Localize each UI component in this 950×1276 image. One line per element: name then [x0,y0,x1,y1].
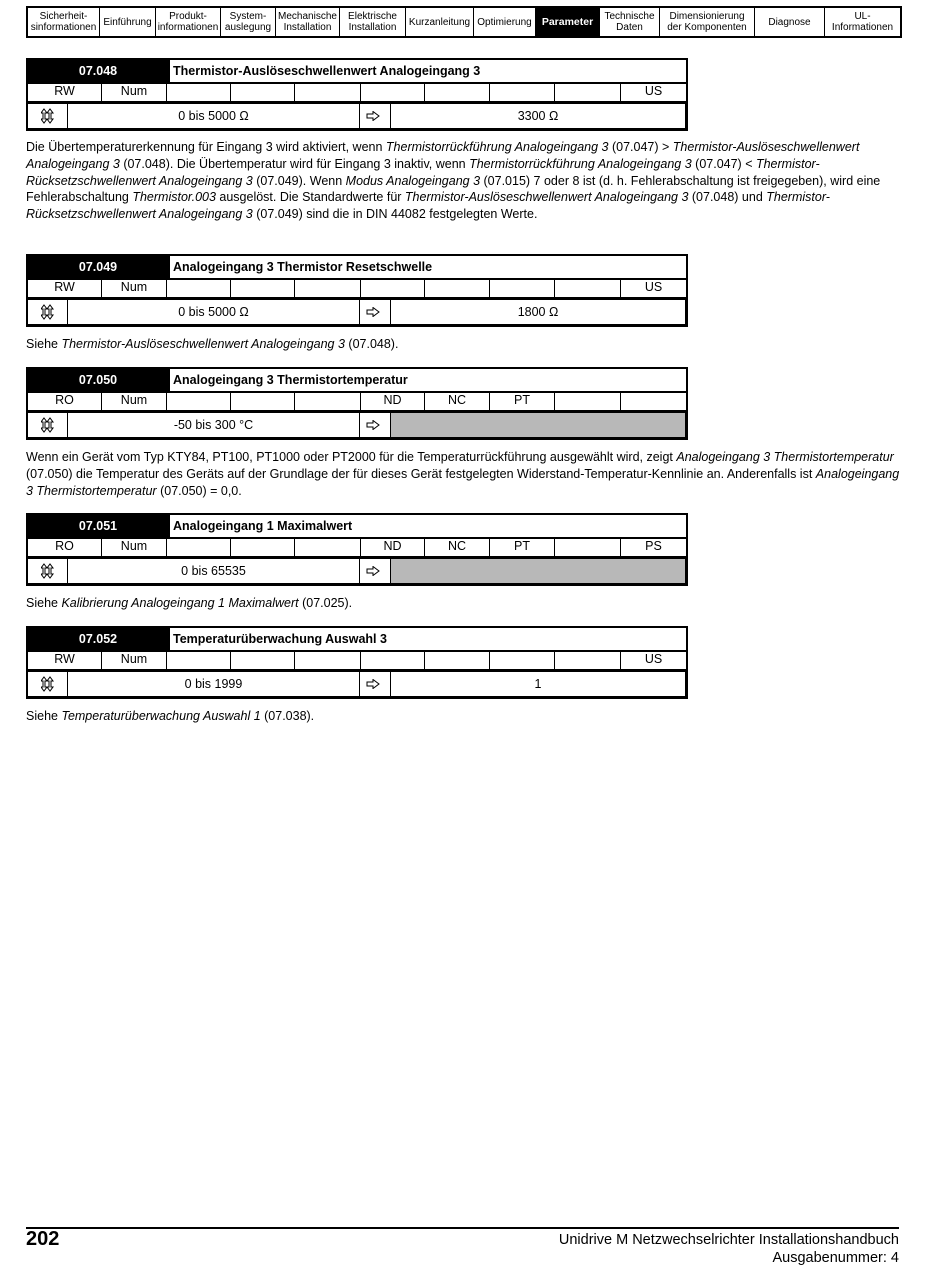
param-flag [555,539,621,556]
param-flag: NC [425,393,490,410]
text-run: (07.050) die Temperatur des Geräts auf der Grundlage der für dieses Gerät festgelegten Widerstand-Temperatur-Kennlinie an. Anderenfalls ist [26,466,816,481]
param-flag [361,652,425,669]
param-table [26,367,688,440]
param-default [391,559,685,583]
text-run: Thermistor.003 [132,190,216,205]
param-flag [231,84,295,101]
param-flag [425,84,490,101]
param-range-row [26,101,688,131]
tab-parameter[interactable]: Parameter [536,8,600,36]
param-title: Analogeingang 1 Maximalwert [168,515,686,537]
param-number: 07.048 [28,60,168,82]
text-run: Thermistor-Auslöseschwellenwert Analogeingang 3 [61,337,345,351]
tab-ul-informationen[interactable]: UL- Informationen [831,11,894,33]
text-run: Kalibrierung Analogeingang 1 Maximalwert [61,596,299,610]
range-icon [28,104,68,128]
param-flag: US [644,652,663,666]
text-run: Siehe [26,709,62,723]
tab-kurzanleitung[interactable]: Kurzanleitung [406,8,474,36]
param-number: 07.052 [28,628,168,650]
chapter-nav [26,6,902,38]
param-table [26,626,688,699]
param-range: 0 bis 5000 Ω [68,104,360,128]
param-header [26,367,688,391]
param-range: -50 bis 300 °C [68,413,360,437]
param-header [26,58,688,82]
param-flag: ND [361,539,425,556]
text-run: (07.049). Wenn [252,173,346,188]
text-run: Die Übertemperaturerkennung für Eingang 3 wird aktiviert, wenn [26,140,386,154]
text-run: (07.048) und [688,190,767,205]
text-run: (07.047) > [608,140,673,154]
param-flag: US [644,84,663,98]
param-flag [167,84,231,101]
param-flag: PS [645,539,662,553]
default-arrow-icon [360,413,391,437]
param-flag [167,652,231,669]
param-flag: RW [28,652,102,669]
tab-sicherheitsinformationen[interactable]: Sicherheit- sinformationen [28,8,100,36]
text-run: Thermistor-Auslöseschwellenwert Analogeingang 3 [26,140,860,171]
param-default: 1 [534,677,542,691]
param-flag [490,652,555,669]
param-flag: Num [102,393,167,410]
param-default: 1800 Ω [517,305,559,319]
text-run: Temperaturüberwachung Auswahl 1 [61,709,261,723]
param-header [26,626,688,650]
param-flag [555,393,621,410]
param-flag [167,393,231,410]
range-icon [28,672,68,696]
param-flag [425,652,490,669]
tab-produktinformationen[interactable]: Produkt- informationen [156,8,221,36]
text-run: (07.048). Die Übertemperatur wird für Eingang 3 inaktiv, wenn [119,156,470,171]
description-paragraph [26,708,906,725]
param-flag [167,539,231,556]
param-flag [295,393,361,410]
param-flag [231,652,295,669]
text-run: Thermistor-Rücksetzschwellenwert Analogeingang 3 [26,156,820,188]
description-paragraph [26,595,906,612]
param-number: 07.049 [28,256,168,278]
text-run: Modus Analogeingang 3 [345,173,481,188]
param-title: Analogeingang 3 Thermistor Resetschwelle [168,256,686,278]
param-table [26,254,688,327]
tab-systemauslegung[interactable]: System- auslegung [221,8,276,36]
param-flag: Num [102,84,167,101]
param-range-row [26,297,688,327]
param-flag: US [644,280,663,294]
param-flag: Num [102,280,167,297]
param-header [26,254,688,278]
tab-elektrische-installation[interactable]: Elektrische Installation [340,8,406,36]
text-run: (07.048). [344,337,399,351]
param-table [26,513,688,586]
param-flag [555,280,621,297]
param-flag [167,280,231,297]
tab-mechanische-installation[interactable]: Mechanische Installation [276,8,340,36]
param-flag: RW [28,84,102,101]
text-run: (07.038). [260,709,315,723]
tab-technische-daten[interactable]: Technische Daten [600,8,660,36]
footer-issue: Ausgabenummer: 4 [772,1250,899,1266]
text-run: (07.050) = 0,0. [156,483,242,498]
tab-optimierung[interactable]: Optimierung [474,8,536,36]
text-run: Siehe [26,337,62,351]
default-arrow-icon [360,300,391,324]
param-flag: Num [102,652,167,669]
text-run: Analogeingang 3 Thermistortemperatur [676,450,894,464]
param-range: 0 bis 1999 [68,672,360,696]
param-flag: NC [425,539,490,556]
param-flag [425,280,490,297]
param-flag [295,652,361,669]
tab-dimensionierung[interactable]: Dimensionierung der Komponenten [660,8,755,36]
param-default: 3300 Ω [517,109,559,123]
param-flags-row [26,82,688,101]
text-run: Thermistor-Auslöseschwellenwert Analogeingang 3 [404,190,689,205]
text-run: Siehe [26,596,62,610]
footer-divider [26,1227,899,1229]
param-number: 07.051 [28,515,168,537]
param-range-row [26,556,688,586]
default-arrow-icon [360,672,391,696]
text-run: Thermistorrückführung Analogeingang 3 [385,140,609,154]
param-flag [361,280,425,297]
param-flags-row [26,650,688,669]
default-arrow-icon [360,559,391,583]
param-flag [490,280,555,297]
param-flag: ND [361,393,425,410]
param-flag: PT [490,539,555,556]
param-range: 0 bis 5000 Ω [68,300,360,324]
description-paragraph [26,139,906,223]
range-icon [28,413,68,437]
param-flag: PT [490,393,555,410]
text-run: Wenn ein Gerät vom Typ KTY84, PT100, PT1000 oder PT2000 für die Temperaturrückführung ausgewählt wird, zeigt [26,450,677,464]
text-run: ausgelöst. Die Standardwerte für [215,190,405,205]
param-flag [295,539,361,556]
text-run: Analogeingang 3 Thermistortemperatur [26,466,900,498]
param-range: 0 bis 65535 [68,559,360,583]
range-icon [28,559,68,583]
range-icon [28,300,68,324]
text-run: Thermistor-Rücksetzschwellenwert Analogeingang 3 [26,190,830,222]
param-flag [555,84,621,101]
param-flag [490,84,555,101]
param-title: Thermistor-Auslöseschwellenwert Analogeingang 3 [168,60,686,82]
text-run: (07.025). [298,596,353,610]
default-arrow-icon [360,104,391,128]
param-range-row [26,669,688,699]
param-flags-row [26,278,688,297]
param-flag [231,539,295,556]
footer-title: Unidrive M Netzwechselrichter Installationshandbuch [558,1232,899,1248]
text-run: (07.047) < [691,156,756,171]
param-flag [621,393,686,410]
param-flag: RW [28,280,102,297]
description-paragraph [26,449,906,499]
tab-einfuehrung[interactable]: Einführung [100,8,156,36]
param-flags-row [26,391,688,410]
param-flag [231,280,295,297]
param-flags-row [26,537,688,556]
param-header [26,513,688,537]
text-run: Thermistorrückführung Analogeingang 3 [469,156,692,171]
param-title: Temperaturüberwachung Auswahl 3 [168,628,686,650]
param-table [26,58,688,131]
text-run: (07.015) 7 oder 8 ist (d. h. Fehlerabschaltung ist freigegeben), wird eine Fehlerabschaltung [26,173,881,205]
param-flag [295,84,361,101]
param-default [391,413,685,437]
param-flag [361,84,425,101]
param-title: Analogeingang 3 Thermistortemperatur [168,369,686,391]
tab-diagnose[interactable]: Diagnose [755,8,825,36]
param-flag: RO [28,539,102,556]
param-flag [555,652,621,669]
page-number: 202 [26,1228,60,1250]
param-flag: RO [28,393,102,410]
description-paragraph [26,336,906,353]
param-flag [295,280,361,297]
param-flag [231,393,295,410]
param-flag: Num [102,539,167,556]
param-number: 07.050 [28,369,168,391]
param-range-row [26,410,688,440]
text-run: (07.049) sind die in DIN 44082 festgelegten Werte. [252,207,538,222]
